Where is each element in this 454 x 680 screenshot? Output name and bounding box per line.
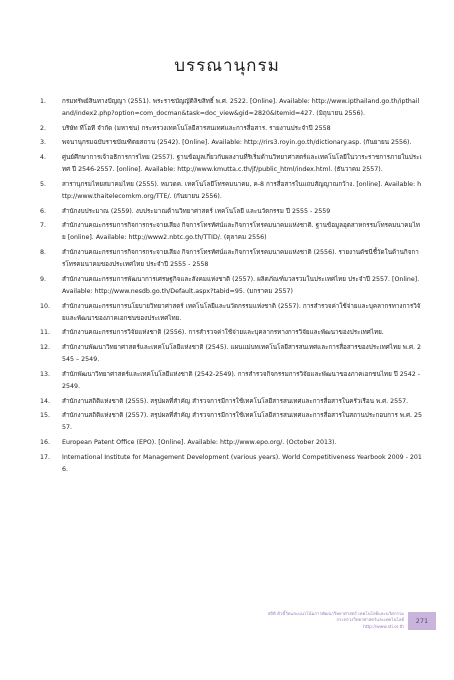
reference-number: 10. (40, 302, 51, 310)
page-number-badge: 271 (408, 612, 436, 630)
reference-number: 2. (40, 124, 47, 132)
reference-number: 4. (40, 153, 47, 161)
reference-item (40, 410, 422, 434)
reference-item (40, 437, 422, 449)
reference-item (40, 179, 422, 203)
reference-item (40, 137, 422, 149)
reference-text: สำนักงานคณะกรรมการนโยบายวิทยาศาสตร์ เทคโนโลยีและนวัตกรรมแห่งชาติ (2557). การสำรวจค่าใช้จ่ายและบุคลากรทางการวิจัยและพัฒนาของภาคเอกชนของประเทศไทย. (62, 302, 421, 322)
reference-list (40, 96, 422, 478)
reference-text: European Patent Office (EPO). [Online]. Available: http://www.epo.org/. (October 2013). (62, 438, 337, 446)
footer-line-1: สถิติ ตัวชี้วัดและแนวโน้มการพัฒนาวิทยาศาสตร์ เทคโนโลยีและนวัตกรรม (267, 612, 404, 617)
footer-line-2: กระทรวงวิทยาศาสตร์และเทคโนโลยี (336, 618, 404, 624)
reference-number: 17. (40, 453, 51, 461)
reference-item (40, 96, 422, 120)
reference-item (40, 327, 422, 339)
reference-text: บริษัท ทีโอที จำกัด (มหาชน) กระทรวงเทคโนโลยีสารสนเทศและการสื่อสาร. รายงานประจำปี 2558 (62, 124, 331, 132)
page-title: บรรณานุกรม (174, 56, 280, 76)
reference-number: 14. (40, 397, 51, 405)
reference-item (40, 342, 422, 366)
reference-number: 7. (40, 222, 47, 230)
reference-number: 13. (40, 370, 51, 378)
reference-text: กรมทรัพย์สินทางปัญญา (2551). พระราชบัญญัติลิขสิทธิ์ พ.ศ. 2522. [Online]. Available: http://www.ipthailand.go.th/ipthailand/index2.php?option=com_docman&task=doc_view&gid=2820&Itemid=427. (มิถุนายน 2556). (62, 98, 420, 118)
reference-text: สำนักงานคณะกรรมการกิจการกระจายเสียง กิจการโทรทัศน์และกิจการโทรคมนาคมแห่งชาติ (2556). รายงานดัชนีชี้วัดในด้านกิจการโทรคมนาคมของประเทศไทย ประจำปี 2555 - 2558 (62, 248, 419, 269)
reference-number: 1. (40, 98, 47, 105)
reference-item (40, 452, 422, 476)
reference-text: สำนักงานสถิติแห่งชาติ (2555). สรุปผลที่สำคัญ สำรวจการมีการใช้เทคโนโลยีสารสนเทศและการสื่อสารในครัวเรือน พ.ศ. 2557. (62, 397, 409, 405)
reference-item (40, 396, 422, 408)
reference-text: สารานุกรมไทยสมาคมไทย (2555). หมวดค. เทคโนโลยีโทรคมนาคม, ค-8 การสื่อสารในแถบสัญญาณกว้าง. [online]. Available: http://www.thaitelecomkm.org/TTE/. (กันยายน 2556). (62, 180, 422, 200)
footer-text (268, 612, 404, 631)
reference-item (40, 369, 422, 393)
reference-number: 5. (40, 180, 47, 188)
reference-text: ศูนย์ศึกษาการเจ้าอธิการการไทย (2557). ฐานข้อมูลเกี่ยวกับผลงานที่ริเริ่มด้านวิทยาศาสตร์และเทคโนโลยีในวาระราชการภายในประเทศ ปี 2546-2557. [online]. Available: http://www.kmutta.c.th/jf/public_html/index.html. (ธันวาคม 2557). (62, 153, 422, 174)
reference-number: 12. (40, 343, 51, 351)
reference-text: สำนักงานสถิติแห่งชาติ (2557). สรุปผลที่สำคัญ สำรวจการมีการใช้เทคโนโลยีสารสนเทศและการสื่อสารในสถานประกอบการ พ.ศ. 2557. (62, 412, 422, 432)
page-footer (0, 612, 454, 632)
reference-text: สำนักงบประมาณ (2559). งบประมาณด้านวิทยาศาสตร์ เทคโนโลยี และนวัตกรรม ปี 2555 - 2559 (62, 207, 331, 215)
footer-line-3: http://www.sti.or.th (363, 624, 404, 630)
reference-number: 15. (40, 412, 51, 420)
reference-text: สำนักงานคณะกรรมการวิจัยแห่งชาติ (2556). การสำรวจค่าใช้จ่ายและบุคลากรทางการวิจัยและพัฒนาของประเทศไทย. (62, 329, 384, 337)
reference-text: สำนักพัฒนาวิทยาศาสตร์และเทคโนโลยีแห่งชาติ (2542-2549). การสำรวจกิจกรรมการวิจัยและพัฒนาของภาคเอกชนไทย ปี 2542 - 2549. (62, 370, 421, 390)
reference-number: 11. (40, 329, 51, 337)
reference-number: 8. (40, 248, 47, 256)
reference-item (40, 301, 422, 325)
reference-item (40, 152, 422, 176)
reference-item (40, 206, 422, 218)
reference-item (40, 220, 422, 244)
reference-item (40, 247, 422, 271)
reference-text: สำนักงานพัฒนาวิทยาศาสตร์และเทคโนโลยีแห่งชาติ (2545). แผนแม่บทเทคโนโลยีสารสนเทศและการสื่อสารของประเทศไทย พ.ศ. 2545 – 2549. (62, 343, 421, 364)
reference-number: 3. (40, 139, 47, 147)
reference-number: 16. (40, 438, 51, 446)
reference-item (40, 123, 422, 135)
reference-text: สำนักงานคณะกรรมการกิจการกระจายเสียง กิจการโทรทัศน์และกิจการโทรคมนาคมแห่งชาติ. ฐานข้อมูลอุตสาหกรรมโทรคมนาคมไทย [online]. Available: http://www2.nbtc.go.th/TTID/. (ตุลาคม 2556) (62, 222, 420, 242)
reference-number: 6. (40, 207, 47, 215)
reference-item (40, 274, 422, 298)
reference-text: สำนักงานคณะกรรมการพัฒนาการเศรษฐกิจและสังคมแห่งชาติ (2557). ผลิตภัณฑ์มวลรวมในประเทศไทย ประจำปี 2557. [Online]. Available: http://www.nesdb.go.th/Default.aspx?tabid=95. (มกราคม 2557) (62, 275, 420, 295)
reference-text: International Institute for Management Development (various years). World Competitiveness Yearbook 2009 - 2016. (62, 453, 422, 473)
reference-text: พจนานุกรมฉบับราชบัณฑิตยสถาน (2542). [Online]. Available: http://rirs3.royin.go.th/dictionary.asp. (กันยายน 2556). (62, 139, 412, 147)
reference-number: 9. (40, 275, 47, 283)
